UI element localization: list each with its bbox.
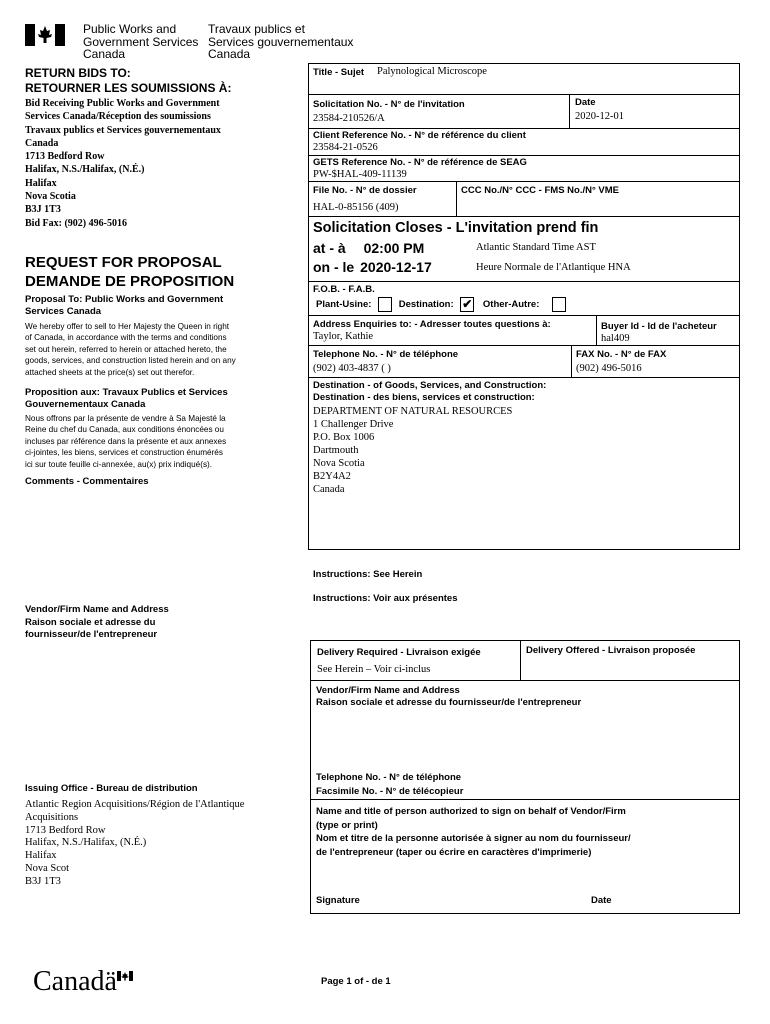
proposition-label: Proposition aux: Travaux Publics et Services Gouvernementaux Canada (25, 387, 228, 410)
time-zone-en: Atlantic Standard Time AST (476, 242, 596, 253)
department-name-en: Public Works and Government Services Canada (83, 22, 199, 61)
authorized-person-label: Name and title of person authorized to sign on behalf of Vendor/Firm (type or print) Nom et titre de la personne autorisée à signer au nom du fournisseur/ de l'entrepreneur (taper ou écrire en caractères d'imprimerie) (316, 806, 631, 858)
title-value: Palynological Microscope (377, 66, 487, 77)
ccc-label: CCC No./N° CCC - FMS No./N° VME (461, 185, 620, 196)
phone-label: Telephone No. - N° de téléphone (313, 349, 459, 360)
closing-date-value: 2020-12-17 (360, 259, 432, 275)
vendor-label-right: Vendor/Firm Name and Address Raison sociale et adresse du fournisseur/de l'entrepreneur (316, 685, 582, 708)
solicitation-value: 23584-210526/A (313, 113, 385, 124)
enquiries-value: Taylor, Kathie (313, 331, 374, 342)
on-label: on - le (313, 259, 355, 275)
fax-label: FAX No. - N° de FAX (576, 349, 667, 360)
proposition-text: Nous offrons par la présente de vendre à Sa Majesté la Reine du chef du Canada, aux conditions énoncées ou incluses par référence dans la présente et aux annexes ci-jointes, les biens, services et construction énumérés ici sur toute feuille ci-annexée, au(x) prix indiqué(s). (25, 414, 227, 469)
fax-value: (902) 496-5016 (576, 363, 642, 374)
telephone-fax-label: Telephone No. - N° de téléphone Facsimile No. - N° de télécopieur (316, 772, 464, 797)
closing-date-row (313, 259, 432, 275)
destination-goods-label: Destination - of Goods, Services, and Construction: Destination - des biens, services et construction: (313, 380, 547, 403)
proposal-to-label: Proposal To: Public Works and Government Services Canada (25, 294, 224, 317)
file-value: HAL-0-85156 (409) (313, 202, 399, 213)
plant-checkbox[interactable] (378, 297, 392, 312)
wordmark-flag-icon (117, 968, 133, 978)
title-label: Title - Sujet (313, 67, 365, 78)
delivery-required-value: See Herein – Voir ci-inclus (317, 664, 431, 675)
return-address: Bid Receiving Public Works and Government Services Canada/Réception des soumissions Travaux publics et Services gouvernementaux Canada 1713 Bedford Row Halifax, N.S./Halifax, (N.É.) Halifax Nova Scotia B3J 1T3 Bid Fax: (902) 496-5016 (25, 98, 221, 229)
plant-label: Plant-Usine: (316, 299, 372, 311)
closing-time-row (313, 240, 424, 256)
closing-time-value: 02:00 PM (363, 240, 425, 256)
buyer-id-value: hal409 (601, 333, 630, 344)
enquiries-label: Address Enquiries to: - Adresser toutes questions à: (313, 319, 551, 330)
gets-label: GETS Reference No. - N° de référence de SEAG (313, 157, 527, 168)
destination-address: DEPARTMENT OF NATURAL RESOURCES 1 Challenger Drive P.O. Box 1006 Dartmouth Nova Scotia B2Y4A2 Canada (313, 406, 513, 495)
fob-label: F.O.B. - F.A.B. (313, 284, 375, 295)
destination-checkbox[interactable]: ✔ (462, 297, 473, 311)
canada-flag-icon (25, 24, 65, 46)
solicitation-closes-title: Solicitation Closes - L'invitation prend fin (313, 220, 599, 236)
buyer-id-label: Buyer Id - Id de l'acheteur (601, 321, 717, 332)
delivery-offered-label: Delivery Offered - Livraison proposée (526, 645, 696, 656)
vendor-label-left: Vendor/Firm Name and Address Raison sociale et adresse du fournisseur/de l'entrepreneur (25, 604, 169, 640)
return-bids-heading: RETURN BIDS TO: RETOURNER LES SOUMISSIONS À: (25, 66, 232, 95)
department-name-fr: Travaux publics et Services gouvernementaux Canada (208, 22, 354, 61)
delivery-required-label: Delivery Required - Livraison exigée (317, 647, 481, 658)
gets-value: PW-$HAL-409-11139 (313, 169, 407, 180)
instructions-fr: Instructions: Voir aux présentes (313, 593, 458, 604)
comments-label: Comments - Commentaires (25, 476, 149, 487)
page-number: Page 1 of - de 1 (321, 976, 391, 987)
other-label: Other-Autre: (482, 299, 540, 311)
signature-date-label: Date (591, 895, 612, 906)
solicitation-label: Solicitation No. - N° de l'invitation (313, 99, 465, 110)
client-ref-label: Client Reference No. - N° de référence du client (313, 130, 526, 141)
file-label: File No. - N° de dossier (313, 185, 417, 196)
date-label: Date (575, 97, 596, 108)
signature-label: Signature (316, 895, 360, 906)
proposal-to-text: We hereby offer to sell to Her Majesty the Queen in right of Canada, in accordance with the terms and conditions set out herein, referred to herein or attached hereto, the goods, services, and construction listed herein and on any attached sheets at the price(s) set out therefor. (25, 322, 236, 377)
phone-value: (902) 403-4837 ( ) (313, 363, 391, 374)
date-value: 2020-12-01 (575, 111, 624, 122)
other-checkbox[interactable] (552, 297, 566, 312)
client-ref-value: 23584-21-0526 (313, 142, 378, 153)
fob-options (316, 297, 566, 312)
issuing-office-address: Atlantic Region Acquisitions/Région de l'Atlantique Acquisitions 1713 Bedford Row Halifax, N.S./Halifax, (N.É.) Halifax Nova Scot B3J 1T3 (25, 799, 245, 887)
destination-label: Destination: (398, 299, 454, 311)
issuing-office-label: Issuing Office - Bureau de distribution (25, 783, 198, 794)
rfp-title: REQUEST FOR PROPOSAL DEMANDE DE PROPOSITION (25, 254, 235, 290)
canada-wordmark: Canadä (33, 966, 117, 997)
instructions-en: Instructions: See Herein (313, 569, 423, 580)
time-zone-fr: Heure Normale de l'Atlantique HNA (476, 262, 631, 273)
at-label: at - à (313, 240, 346, 256)
